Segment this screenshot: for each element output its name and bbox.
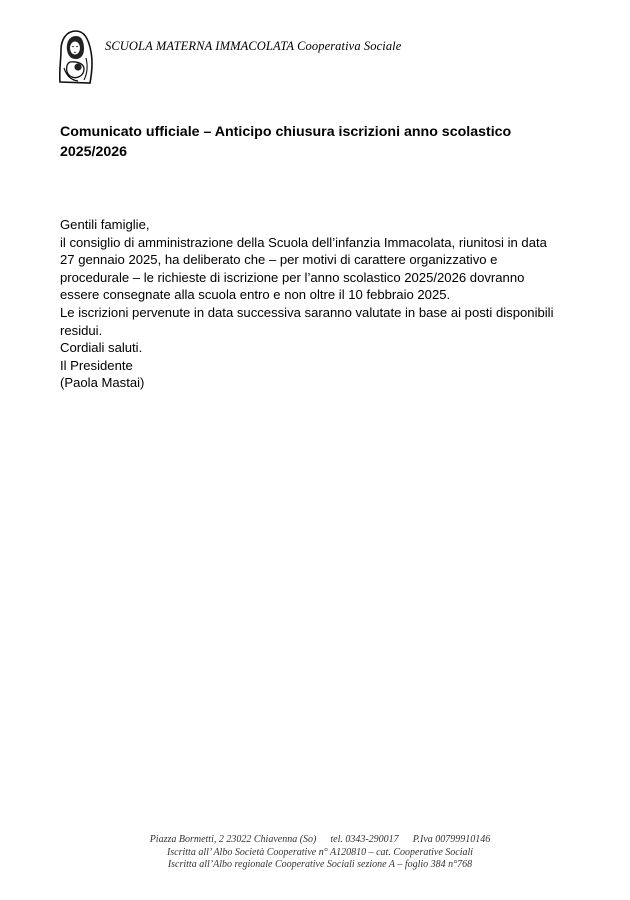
title-line-1: Comunicato ufficiale – Anticipo chiusura iscrizioni anno scolastico: [60, 124, 512, 140]
body-line: residui.: [60, 322, 103, 338]
footer-contact-line: [60, 834, 580, 847]
letter-body: [60, 216, 580, 392]
title-line-2: 2025/2026: [60, 144, 128, 160]
body-line: Le iscrizioni pervenute in data successiva saranno valutate in base ai posti disponibili: [60, 304, 554, 320]
footer-address: Piazza Bormetti, 2 23022 Chiavenna (So): [149, 834, 317, 845]
signatory-name: (Paola Mastai): [60, 375, 145, 391]
body-line: procedurale – le richieste di iscrizione per l’anno scolastico 2025/2026 dovranno: [60, 269, 525, 285]
body-line: il consiglio di amministrazione della Scuola dell’infanzia Immacolata, riunitosi in data: [60, 234, 547, 250]
footer-regional-registry-line: Iscritta all’Albo regionale Cooperative Sociali sezione A – foglio 384 n°768: [167, 859, 473, 871]
footer-phone: tel. 0343-290017: [330, 834, 399, 845]
document-title: [60, 122, 560, 162]
page-footer: [60, 834, 580, 872]
body-line: essere consegnate alla scuola entro e non oltre il 10 febbraio 2025.: [60, 287, 451, 303]
salutation: Gentili famiglie,: [60, 217, 150, 232]
madonna-and-child-icon: [56, 28, 96, 86]
school-name: SCUOLA MATERNA IMMACOLATA Cooperativa Sociale: [105, 39, 402, 53]
body-line: 27 gennaio 2025, ha deliberato che – per motivi di carattere organizzativo e: [60, 252, 498, 268]
letterhead: [56, 28, 576, 88]
closing: Cordiali saluti.: [60, 340, 143, 356]
footer-vat: P.Iva 00799910146: [412, 834, 491, 845]
signatory-role: Il Presidente: [60, 357, 133, 373]
footer-registry-line: Iscritta all’ Albo Società Cooperative n° A120810 – cat. Cooperative Sociali: [166, 846, 474, 858]
